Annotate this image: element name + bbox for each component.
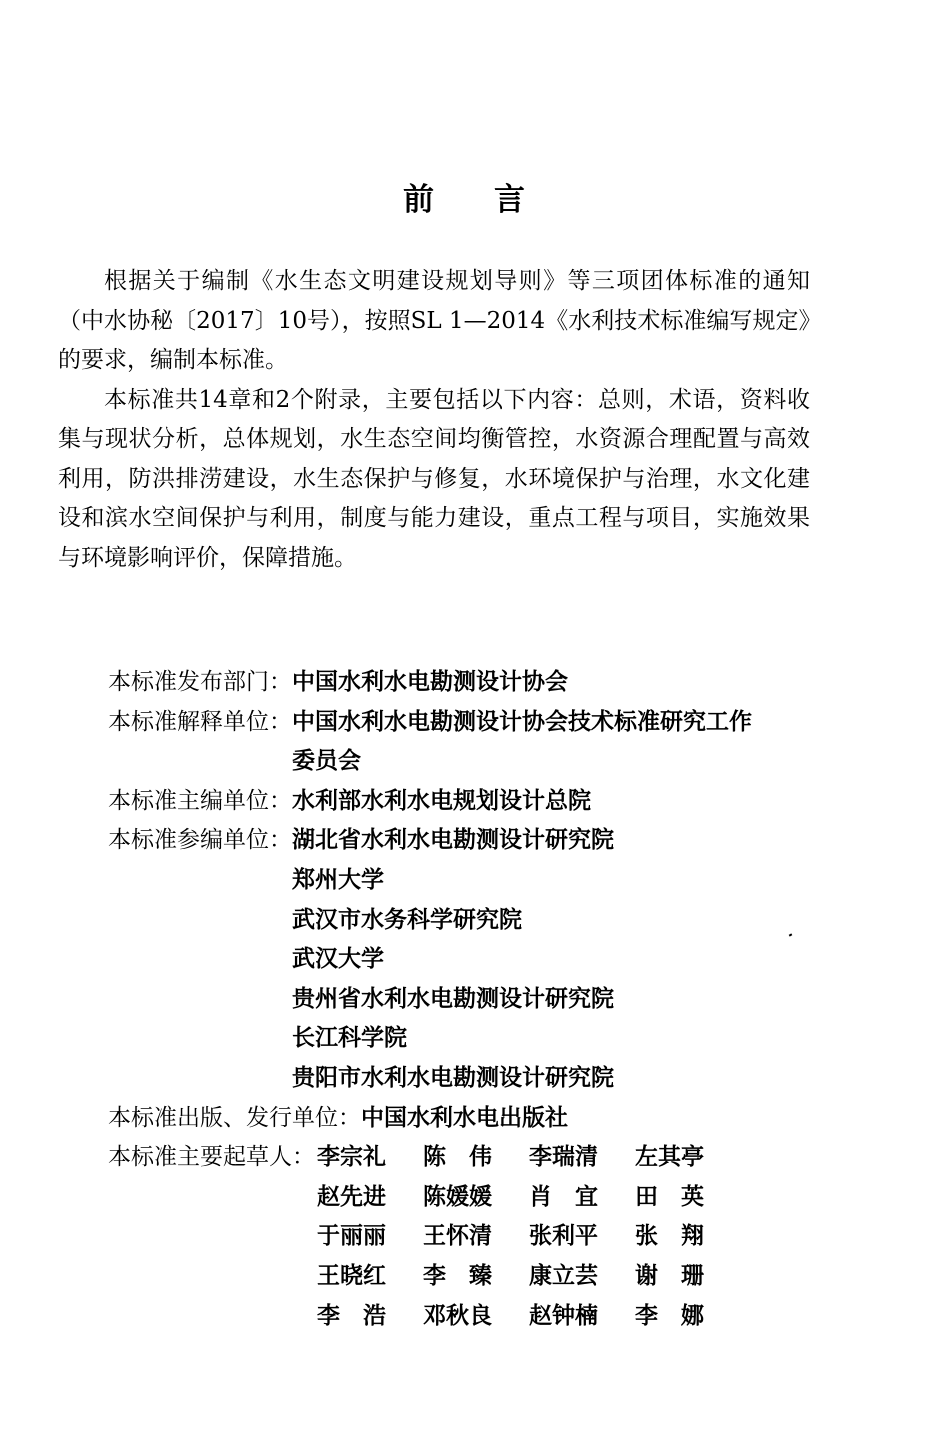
- drafter-name: 张利平: [529, 1223, 598, 1250]
- standard-info: [108, 663, 828, 1336]
- drafter-name: 于丽丽: [317, 1223, 386, 1250]
- publisher-row: [108, 663, 828, 703]
- drafters-label: 本标准主要起草人：: [108, 1144, 315, 1171]
- drafter-name: 赵先进: [317, 1183, 386, 1210]
- drafter-name: 康立芸: [529, 1262, 598, 1289]
- drafter-name: 李 娜: [635, 1302, 704, 1329]
- foreword-body: [58, 262, 810, 578]
- drafter-name: 肖 宜: [529, 1183, 598, 1210]
- page-title: 前言: [403, 182, 585, 218]
- drafter-name: 陈 伟: [423, 1144, 492, 1171]
- drafter-name: 赵钟楠: [529, 1302, 598, 1329]
- participant-item: 长江科学院: [292, 1025, 407, 1052]
- chief-editor-label: 本标准主编单位：: [108, 787, 292, 814]
- interpreter-row: [108, 703, 828, 782]
- drafter-name: 谢 珊: [635, 1262, 704, 1289]
- paragraph-contents: 本标准共14章和2个附录，主要包括以下内容：总则，术语，资料收集与现状分析，总体规划，水生态空间均衡管控，水资源合理配置与高效利用，防洪排涝建设，水生态保护与修复，水环境保护与治理，水文化建设和滨水空间保护与利用，制度与能力建设，重点工程与项目，实施效果与环境影响评价，保障措施。: [58, 386, 810, 571]
- drafter-name: 张 翔: [635, 1223, 704, 1250]
- participant-item: 武汉市水务科学研究院: [292, 906, 522, 933]
- participant-item: 贵阳市水利水电勘测设计研究院: [292, 1064, 614, 1091]
- participants-row: [108, 821, 828, 1098]
- interpreter-label: 本标准解释单位：: [108, 708, 292, 735]
- participant-item: 湖北省水利水电勘测设计研究院: [292, 827, 614, 854]
- drafter-name: 王晓红: [317, 1262, 386, 1289]
- publisher-value: 中国水利水电勘测设计协会: [292, 669, 568, 695]
- drafters-row: [108, 1138, 828, 1336]
- participants-label: 本标准参编单位：: [108, 827, 292, 854]
- chief-editor-row: [108, 782, 828, 822]
- press-row: [108, 1099, 828, 1139]
- drafter-name: 李 浩: [317, 1302, 386, 1329]
- press-label: 本标准出版、发行单位：: [108, 1104, 361, 1131]
- press-value: 中国水利水电出版社: [361, 1104, 568, 1131]
- participant-item: 武汉大学: [292, 946, 384, 973]
- drafter-name: 李瑞清: [529, 1144, 598, 1171]
- participant-item: 贵州省水利水电勘测设计研究院: [292, 985, 614, 1012]
- drafter-name: 李宗礼: [317, 1144, 386, 1171]
- drafter-name: 陈媛媛: [423, 1183, 492, 1210]
- interpreter-value: 中国水利水电勘测设计协会技术标准研究工作委员会: [292, 708, 752, 775]
- participant-item: 郑州大学: [292, 866, 384, 893]
- drafter-name: 李 臻: [423, 1262, 492, 1289]
- paragraph-basis: 根据关于编制《水生态文明建设规划导则》等三项团体标准的通知（中水协秘〔2017〕10号），按照SL 1—2014《水利技术标准编写规定》的要求，编制本标准。: [58, 268, 810, 373]
- publisher-label: 本标准发布部门：: [108, 669, 292, 695]
- chief-editor-value: 水利部水利水电规划设计总院: [292, 787, 591, 814]
- drafter-name: 田 英: [635, 1183, 704, 1210]
- participants-list: [292, 821, 614, 1098]
- drafter-name: 左其亭: [635, 1144, 704, 1171]
- drafter-name: 邓秋良: [423, 1302, 492, 1329]
- drafter-name: 王怀清: [423, 1223, 492, 1250]
- drafters-list: [317, 1138, 717, 1336]
